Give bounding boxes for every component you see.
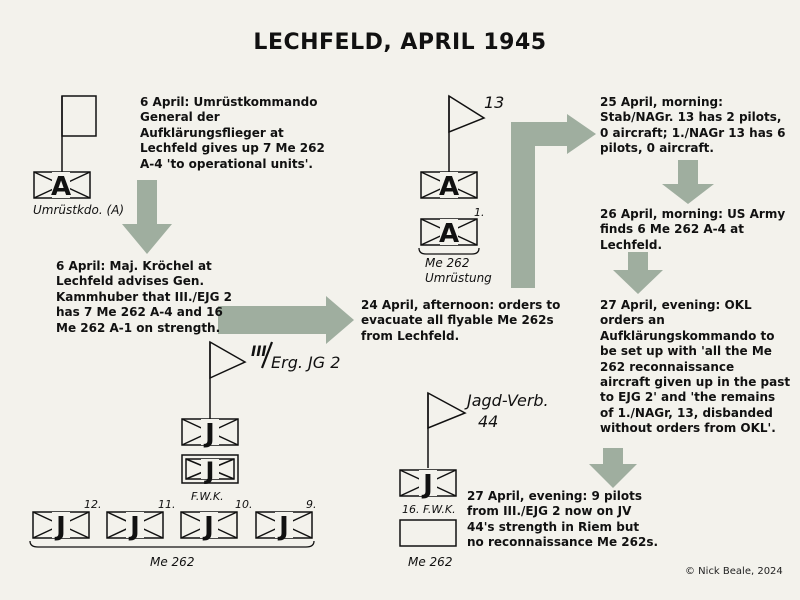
ejg-letter-top: J bbox=[205, 419, 215, 449]
event-24-april: 24 April, afternoon: orders to evacuate all flyable Me 262s from Lechfeld. bbox=[361, 298, 561, 343]
nagr-staffel-number: 1. bbox=[474, 206, 485, 219]
umrust-letter: A bbox=[50, 172, 72, 202]
event-6-april-kroechel: 6 April: Maj. Kröchel at Lechfeld advises Gen. Kammhuber that III./EJG 2 has 7 Me 262 A-4 and 16 Me 262 A-1 on strength. bbox=[56, 259, 232, 335]
jv44-flag-text-2: 44 bbox=[478, 412, 499, 431]
arrow-right-1 bbox=[218, 296, 354, 344]
nagr-flag-number: 13 bbox=[484, 93, 505, 112]
copyright: © Nick Beale, 2024 bbox=[685, 566, 783, 577]
staffel-11-label: 11. bbox=[158, 498, 176, 511]
event-27-april-okl: 27 April, evening: OKL orders an Aufklärungskommando to be set up with 'all the Me 262 reconnaissance aircraft given up in the past to EJG 2' and 'the remains of 1./NAGr, 13, disbanded without orders from OKL'. bbox=[600, 298, 791, 436]
arrow-down-3 bbox=[613, 252, 663, 294]
arrow-down-4 bbox=[589, 448, 637, 488]
ejg-fwk-letter: J bbox=[205, 457, 215, 485]
staffel-12-letter: J bbox=[56, 512, 66, 542]
event-27-april-jv44: 27 April, evening: 9 pilots from III./EJG 2 now on JV 44's strength in Riem but no reconnaissance Me 262s. bbox=[467, 489, 659, 550]
ejg-flag-text: Erg. JG 2 bbox=[271, 353, 341, 372]
jv44-caption: Me 262 bbox=[408, 555, 453, 569]
ejg-fwk-label: F.W.K. bbox=[191, 490, 224, 503]
jv44-flag bbox=[428, 393, 465, 468]
umrust-label: Umrüstkdo. (A) bbox=[33, 203, 125, 217]
arrow-elbow-up-right bbox=[511, 114, 596, 288]
staffel-9-letter: J bbox=[279, 512, 289, 542]
nagr-letter-top: A bbox=[438, 172, 460, 202]
event-25-april: 25 April, morning: Stab/NAGr. 13 has 2 pilots, 0 aircraft; 1./NAGr 13 has 6 pilots, 0 aircraft. bbox=[600, 95, 786, 156]
nagr-flag bbox=[449, 96, 484, 172]
arrow-down-2 bbox=[662, 160, 714, 204]
event-6-april-umrust: 6 April: Umrüstkommando General der Aufklärungsflieger at Lechfeld gives up 7 Me 262 A-4 'to operational units'. bbox=[140, 95, 325, 171]
staffel-11-letter: J bbox=[130, 512, 140, 542]
ejg-brace bbox=[30, 541, 314, 547]
jv44-letter: J bbox=[423, 470, 433, 500]
staffel-9-label: 9. bbox=[306, 498, 317, 511]
page-title: LECHFELD, APRIL 1945 bbox=[253, 30, 547, 55]
jv44-flag-text-1: Jagd-Verb. bbox=[467, 391, 549, 410]
nagr-letter-bottom: A bbox=[438, 219, 460, 249]
ejg-staffel-symbols bbox=[33, 512, 312, 538]
ejg-flag bbox=[210, 342, 245, 419]
ejg-flag-numeral: III bbox=[251, 344, 267, 360]
jv44-empty-box bbox=[400, 520, 456, 546]
staffel-10-letter: J bbox=[204, 512, 214, 542]
nagr-caption: Me 262 Umrüstung bbox=[425, 256, 492, 285]
ejg-caption: Me 262 bbox=[150, 555, 195, 569]
staffel-12-label: 12. bbox=[84, 498, 102, 511]
arrow-down-1 bbox=[122, 180, 172, 254]
staffel-10-label: 10. bbox=[235, 498, 253, 511]
jv44-fwk-label: 16. F.W.K. bbox=[402, 503, 456, 516]
event-26-april: 26 April, morning: US Army finds 6 Me 262 A-4 at Lechfeld. bbox=[600, 207, 786, 252]
